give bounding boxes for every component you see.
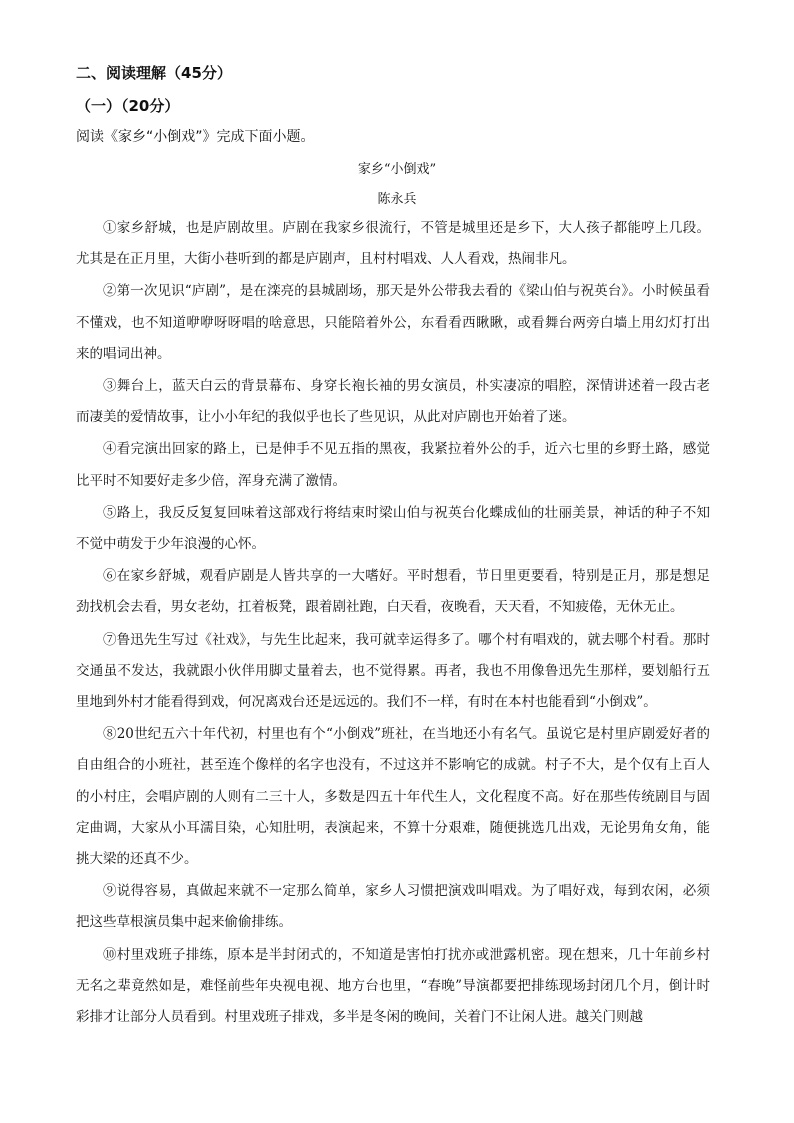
- reading-instruction: 阅读《家乡“小倒戏”》完成下面小题。: [76, 129, 315, 145]
- section-title: 二、阅读理解（45分）: [76, 64, 232, 82]
- article-body: [76, 213, 710, 1034]
- paragraph-2: ②第一次见识“庐剧”，是在滦亮的县城剧场，那天是外公带我去看的《梁山伯与祝英台》。小时候虽看不懂戏，也不知道咿咿呀呀唱的啥意思，只能陪着外公，东看看西瞅瞅，或看舞台两旁白墙上用幻灯打出来的唱词出神。: [76, 283, 710, 362]
- paragraph-6: ⑥在家乡舒城，观看庐剧是人皆共享的一大嗜好。平时想看，节日里更要看，特别是正月，那是想足劲找机会去看，男女老幼，扛着板凳，跟着剧社跑，白天看，夜晚看，天天看，不知疲倦，无休无止。: [76, 568, 710, 616]
- paragraph-5: ⑤路上，我反反复复回味着这部戏行将结束时梁山伯与祝英台化蝶成仙的壮丽美景，神话的种子不知不觉中萌发于少年浪漫的心怀。: [76, 504, 710, 553]
- paragraph-1: ①家乡舒城，也是庐剧故里。庐剧在我家乡很流行，不管是城里还是乡下，大人孩子都能哼上几段。尤其是在正月里，大街小巷听到的都是庐剧声，且村村唱戏、人人看戏，热闹非凡。: [76, 220, 710, 268]
- paragraph-4: ④看完演出回家的路上，已是伸手不见五指的黑夜，我紧拉着外公的手，近六七里的乡野土路，感觉比平时不知要好走多少倍，浑身充满了激情。: [76, 441, 710, 489]
- paragraph-9: ⑨说得容易，真做起来就不一定那么简单，家乡人习惯把演戏叫唱戏。为了唱好戏，每到农闲，必须把这些草根演员集中起来偷偷排练。: [76, 883, 710, 931]
- paragraph-8: ⑧20世纪五六十年代初，村里也有个“小倒戏”班社，在当地还小有名气。虽说它是村里庐剧爱好者的自由组合的小班社，甚至连个像样的名字也没有，不过这并不影响它的成就。村子不大，是个仅有上百人的小村庄，会唱庐剧的人则有二三十人，多数是四五十年代生人，文化程度不高。好在那些传统剧目与固定曲调，大家从小耳濡目染，心知肚明，表演起来，不算十分艰难，随便挑选几出戏，无论男角女角，能挑大梁的还真不少。: [76, 726, 710, 868]
- paragraph-7: ⑦鲁迅先生写过《社戏》，与先生比起来，我可就幸运得多了。哪个村有唱戏的，就去哪个村看。那时交通虽不发达，我就跟小伙伴用脚丈量着去，也不觉得累。再者，我也不用像鲁迅先生那样，要划船行五里地到外村才能看得到戏，何况离戏台还是远远的。我们不一样，有时在本村也能看到“小倒戏”。: [76, 631, 710, 711]
- article-author: 陈永兵: [377, 192, 417, 207]
- paragraph-10: ⑩村里戏班子排练，原本是半封闭式的，不知道是害怕打扰亦或泄露机密。现在想来，几十年前乡村无名之辈竟然如是，难怪前些年央视电视、地方台也里，“春晚”导演都要把排练现场封闭几个月，倒计时彩排才让部分人员看到。村里戏班子排戏，多半是冬闲的晚间，关着门不让闲人进。越关门则越: [76, 946, 710, 1026]
- article-title: 家乡“小倒戏”: [357, 162, 437, 177]
- sub-section-title: （一）（20分）: [76, 97, 180, 115]
- paragraph-3: ③舞台上，蓝天白云的背景幕布、身穿长袍长袖的男女演员，朴实凄凉的唱腔，深情讲述着一段古老而凄美的爱情故事，让小小年纪的我似乎也长了些见识，从此对庐剧也开始着了迷。: [76, 378, 710, 426]
